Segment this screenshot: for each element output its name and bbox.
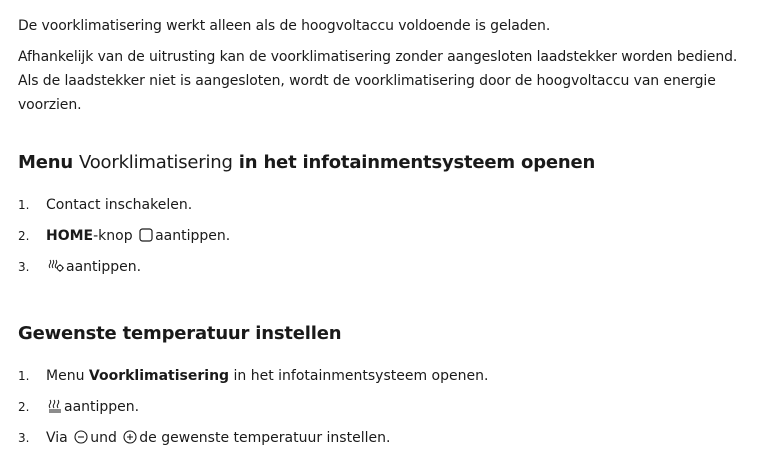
- step-text: Menu: [46, 368, 85, 384]
- step-number: 1.: [18, 369, 30, 383]
- heading-word-menu: Menu: [18, 152, 73, 173]
- home-button-icon: [139, 228, 153, 248]
- step-number: 2.: [18, 229, 30, 243]
- list-item: [18, 366, 488, 397]
- step-text: Via: [46, 430, 68, 446]
- minus-circle-icon: [74, 430, 88, 450]
- step-text-knop: -knop: [93, 228, 133, 244]
- step-text: aantippen.: [66, 259, 142, 275]
- climate-menu-icon: [48, 259, 64, 279]
- heading-rest: in het infotainmentsysteem openen: [238, 152, 596, 173]
- home-label: HOME: [46, 228, 94, 244]
- steps-open-menu: [18, 195, 230, 288]
- step-text: aantippen.: [64, 399, 140, 415]
- menu-name: Voorklimatisering: [88, 368, 230, 384]
- section-heading-open-menu: [18, 152, 595, 173]
- plus-circle-icon: [123, 430, 137, 450]
- step-number: 2.: [18, 400, 30, 414]
- list-item: [18, 397, 488, 428]
- step-number: 3.: [18, 260, 30, 274]
- step-number: 1.: [18, 198, 30, 212]
- heading-menu-name: Voorklimatisering: [79, 152, 233, 173]
- step-text: und: [90, 430, 117, 446]
- list-item: [18, 195, 230, 226]
- intro-paragraph-2: Afhankelijk van de uitrusting kan de voorklimatisering zonder aangesloten laadstekker worden bediend. Als de laadstekker niet is aangesloten, wordt de voorklimatisering door de hoogvoltaccu van energie voorzien.: [18, 49, 738, 113]
- step-number: 3.: [18, 431, 30, 445]
- list-item: [18, 428, 488, 459]
- steps-set-temperature: [18, 366, 488, 459]
- step-text: in het infotainmentsysteem openen.: [233, 368, 489, 384]
- section-heading-temperature: Gewenste temperatuur instellen: [18, 323, 342, 344]
- step-text: de gewenste temperatuur instellen.: [139, 430, 391, 446]
- intro-paragraph-1: De voorklimatisering werkt alleen als de hoogvoltaccu voldoende is geladen.: [18, 18, 551, 34]
- list-item: [18, 226, 230, 257]
- list-item: [18, 257, 230, 288]
- heater-icon: [48, 399, 62, 419]
- step-text: Contact inschakelen.: [46, 197, 193, 213]
- step-text: aantippen.: [155, 228, 231, 244]
